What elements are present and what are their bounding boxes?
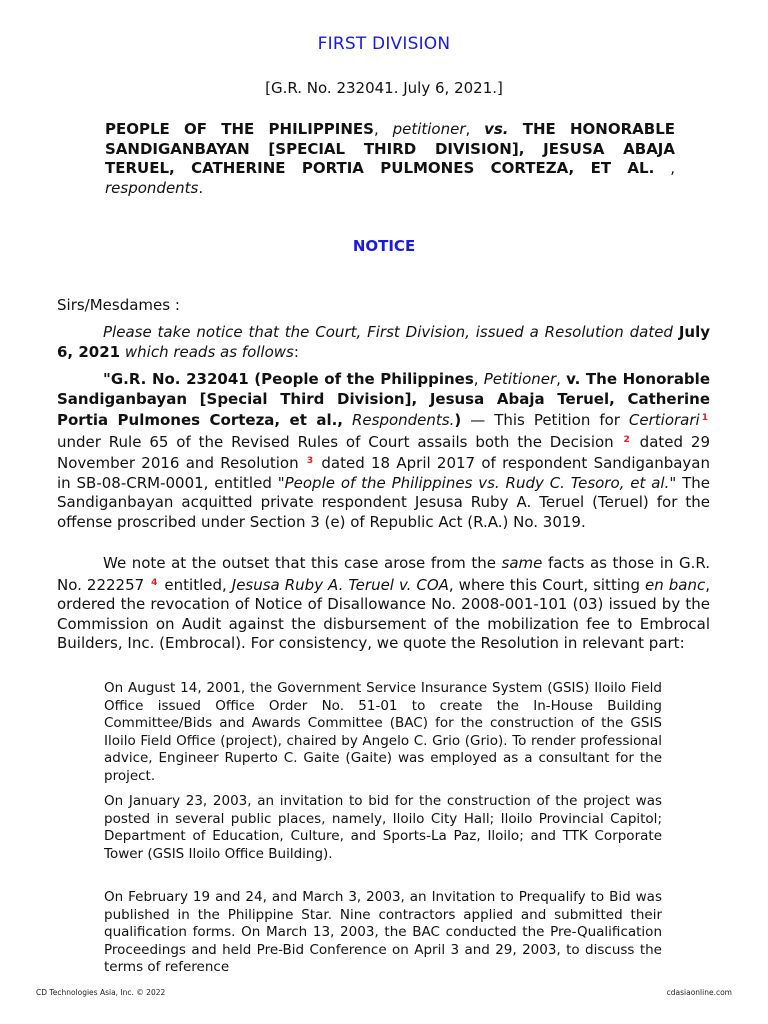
case-caption: "G.R. No. 232041 (People of the Philippines: [103, 370, 474, 388]
block-quote-paragraph: On January 23, 2003, an invitation to bid for the construction of the project was posted in several public places, namely, Iloilo City Hall; Iloilo Provincial Capitol; Department of Education, Culture, and Sports-La Paz, Iloilo; and TTK Corporate Tower (GSIS Iloilo Office Building).: [104, 793, 662, 862]
block-quote-paragraph: On August 14, 2001, the Government Service Insurance System (GSIS) Iloilo Field Office issued Office Order No. 51-01 to create the In-House Building Committee/Bids and Awards Committee (BAC) for the construction of the GSIS Iloilo Field Office (project), chaired by Angelo C. Grio (Grio). To render professional advice, Engineer Ruperto C. Gaite (Gaite) was employed as a consultant for the project.: [104, 680, 662, 784]
comma: ,: [374, 120, 393, 138]
notice-title: NOTICE: [352, 237, 416, 255]
comma: ,: [654, 159, 675, 177]
emphasis-same: same: [501, 554, 543, 572]
resolution-paragraph-2: [57, 554, 710, 654]
case-title: People of the Philippines vs. Rudy C. Tesoro, et al.: [284, 473, 670, 492]
caption-close: ): [454, 411, 462, 429]
intro-text-tail: which reads as follows: [120, 342, 294, 361]
comma: ,: [465, 120, 485, 138]
resolution-intro-paragraph: [57, 323, 710, 362]
comma: ,: [473, 370, 484, 388]
case-title: Jesusa Ruby A. Teruel v. COA: [231, 575, 449, 594]
case-caption-respondents: v. The Honorable Sandiganbayan [Special Third Division], Jesusa Abaja Teruel, Catherine Portia Pulmones Corteza, et al.,: [57, 370, 710, 429]
footnote-link-3[interactable]: 3: [306, 456, 314, 466]
paragraph-text: We note at the outset that this case arose from the: [103, 554, 502, 572]
resolution-date: July 6, 2021: [57, 323, 710, 361]
salutation: Sirs/Mesdames :: [57, 296, 180, 314]
paragraph-text: dated 29 November 2016 and Resolution: [57, 432, 710, 472]
case-number-line: [G.R. No. 232041. July 6, 2021.]: [265, 79, 503, 97]
petitioner-name: PEOPLE OF THE PHILIPPINES: [105, 120, 374, 138]
respondents-label: Respondents.: [343, 411, 455, 429]
paragraph-text: facts as those in G.R. No. 222257: [57, 554, 710, 594]
footnote-link-1[interactable]: 1: [701, 413, 708, 423]
footnote-link-2[interactable]: 2: [623, 434, 630, 445]
respondents-names: THE HONORABLE SANDIGANBAYAN [SPECIAL THIRD DIVISION], JESUSA ABAJA TERUEL, CATHERINE PORTIA PULMONES CORTEZA, ET AL.: [105, 120, 675, 177]
paragraph-text: , ordered the revocation of Notice of Disallowance No. 2008-001-101 (03) issued by the Commission on Audit against the disbursement of the mobilization fee to Embrocal Builders, Inc. (Embrocal). For consistency, we quote the Resolution in relevant part:: [57, 575, 710, 652]
paragraph-text: , where this Court, sitting: [448, 575, 646, 594]
paragraph-text: dated 18 April 2017 of respondent Sandiganbayan in SB-08-CRM-0001, entitled ": [57, 454, 710, 492]
paragraph-text: entitled,: [159, 575, 232, 594]
paragraph-text: — This Petition for: [461, 411, 629, 429]
block-quote-paragraph: On February 19 and 24, and March 3, 2003, an Invitation to Prequalify to Bid was published in the Philippine Star. Nine contractors applied and submitted their qualification forms. On March 13, 2003, the BAC conducted the Pre-Qualification Proceedings and held Pre-Bid Conference on April 3 and 29, 2003, to discuss the terms of reference: [104, 889, 662, 975]
respondents-role: respondents: [105, 178, 199, 197]
footer-site-link[interactable]: cdasiaonline.com: [666, 988, 732, 997]
versus-label: vs.: [484, 120, 509, 138]
footer-copyright: CD Technologies Asia, Inc. © 2022: [36, 988, 166, 997]
petitioner-label: Petitioner: [483, 370, 557, 388]
paragraph-text: " The Sandiganbayan acquitted private respondent Jesusa Ruby A. Teruel (Teruel) for the offense proscribed under Section 3 (e) of Republic Act (R.A.) No. 3019.: [57, 473, 710, 531]
case-parties: [105, 120, 675, 198]
intro-text: Please take notice that the Court, First Division, issued a Resolution dated: [103, 323, 679, 341]
comma: ,: [556, 370, 567, 388]
paragraph-text: under Rule 65 of the Revised Rules of Court assails both the Decision: [57, 432, 622, 451]
petitioner-role: petitioner: [392, 120, 466, 138]
certiorari-term: Certiorari: [628, 411, 700, 429]
en-banc-term: en banc: [645, 575, 706, 594]
footnote-link-4[interactable]: 4: [151, 577, 158, 588]
period: .: [198, 178, 204, 197]
division-heading: FIRST DIVISION: [317, 34, 451, 54]
colon: :: [293, 342, 299, 361]
resolution-paragraph-1: [57, 370, 710, 532]
